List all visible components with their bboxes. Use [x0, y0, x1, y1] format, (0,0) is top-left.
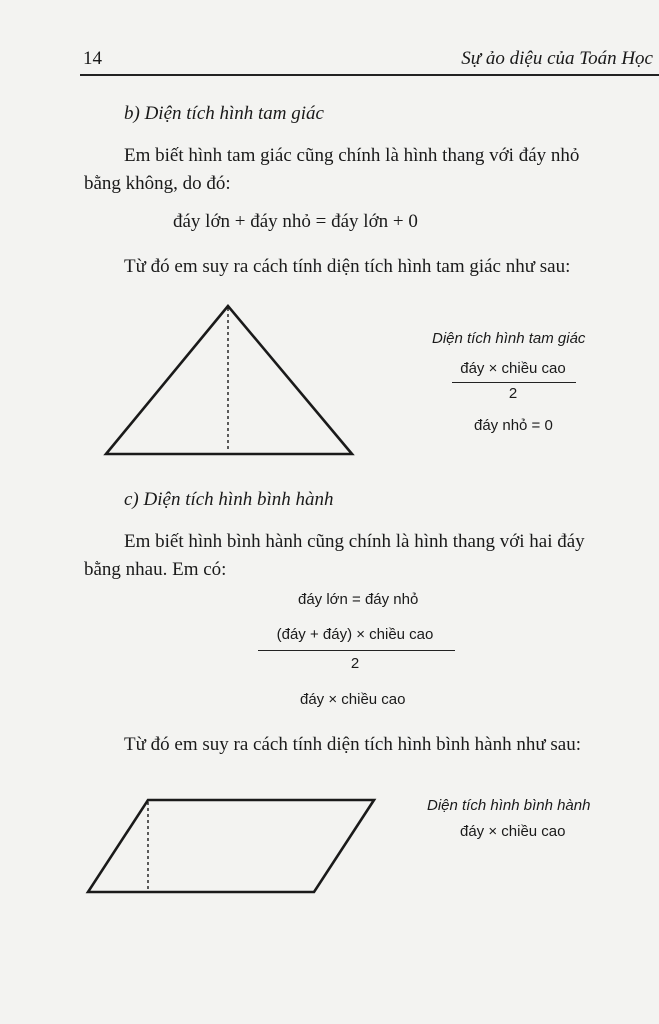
triangle-formula-label: Diện tích hình tam giác	[432, 330, 586, 347]
triangle-intro-line-1: Em biết hình tam giác cũng chính là hình thang với đáy nhỏ	[124, 145, 580, 166]
parallelogram-fraction-numerator: (đáy + đáy) × chiều cao	[276, 626, 434, 643]
triangle-diagram	[100, 300, 360, 460]
triangle-intro-line-2: bằng không, do đó:	[84, 173, 231, 194]
page-number: 14	[83, 48, 102, 69]
parallelogram-outline	[88, 800, 374, 892]
parallelogram-equation: đáy lớn = đáy nhỏ	[298, 591, 419, 608]
running-header-title: Sự ảo diệu của Toán Học	[461, 48, 653, 69]
triangle-formula-condition: đáy nhỏ = 0	[474, 417, 553, 434]
triangle-section-heading: b) Diện tích hình tam giác	[124, 103, 324, 124]
parallelogram-fraction-bar	[258, 650, 455, 651]
triangle-fraction-bar	[452, 382, 576, 383]
triangle-outline	[106, 306, 352, 454]
header-rule	[80, 74, 659, 76]
parallelogram-result: đáy × chiều cao	[300, 691, 406, 708]
parallelogram-fraction-denominator: 2	[350, 655, 360, 672]
triangle-conclusion: Từ đó em suy ra cách tính diện tích hình tam giác như sau:	[124, 256, 571, 277]
triangle-formula-numerator: đáy × chiều cao	[460, 360, 566, 377]
triangle-equation: đáy lớn + đáy nhỏ = đáy lớn + 0	[173, 211, 418, 232]
parallelogram-section-heading: c) Diện tích hình bình hành	[124, 489, 334, 510]
parallelogram-diagram	[84, 796, 379, 896]
parallelogram-intro-line-1: Em biết hình bình hành cũng chính là hình thang với hai đáy	[124, 531, 585, 552]
parallelogram-conclusion: Từ đó em suy ra cách tính diện tích hình bình hành như sau:	[124, 734, 581, 755]
parallelogram-formula-value: đáy × chiều cao	[460, 823, 566, 840]
triangle-formula-denominator: 2	[508, 385, 518, 402]
parallelogram-intro-line-2: bằng nhau. Em có:	[84, 559, 227, 580]
parallelogram-formula-label: Diện tích hình bình hành	[427, 797, 591, 814]
